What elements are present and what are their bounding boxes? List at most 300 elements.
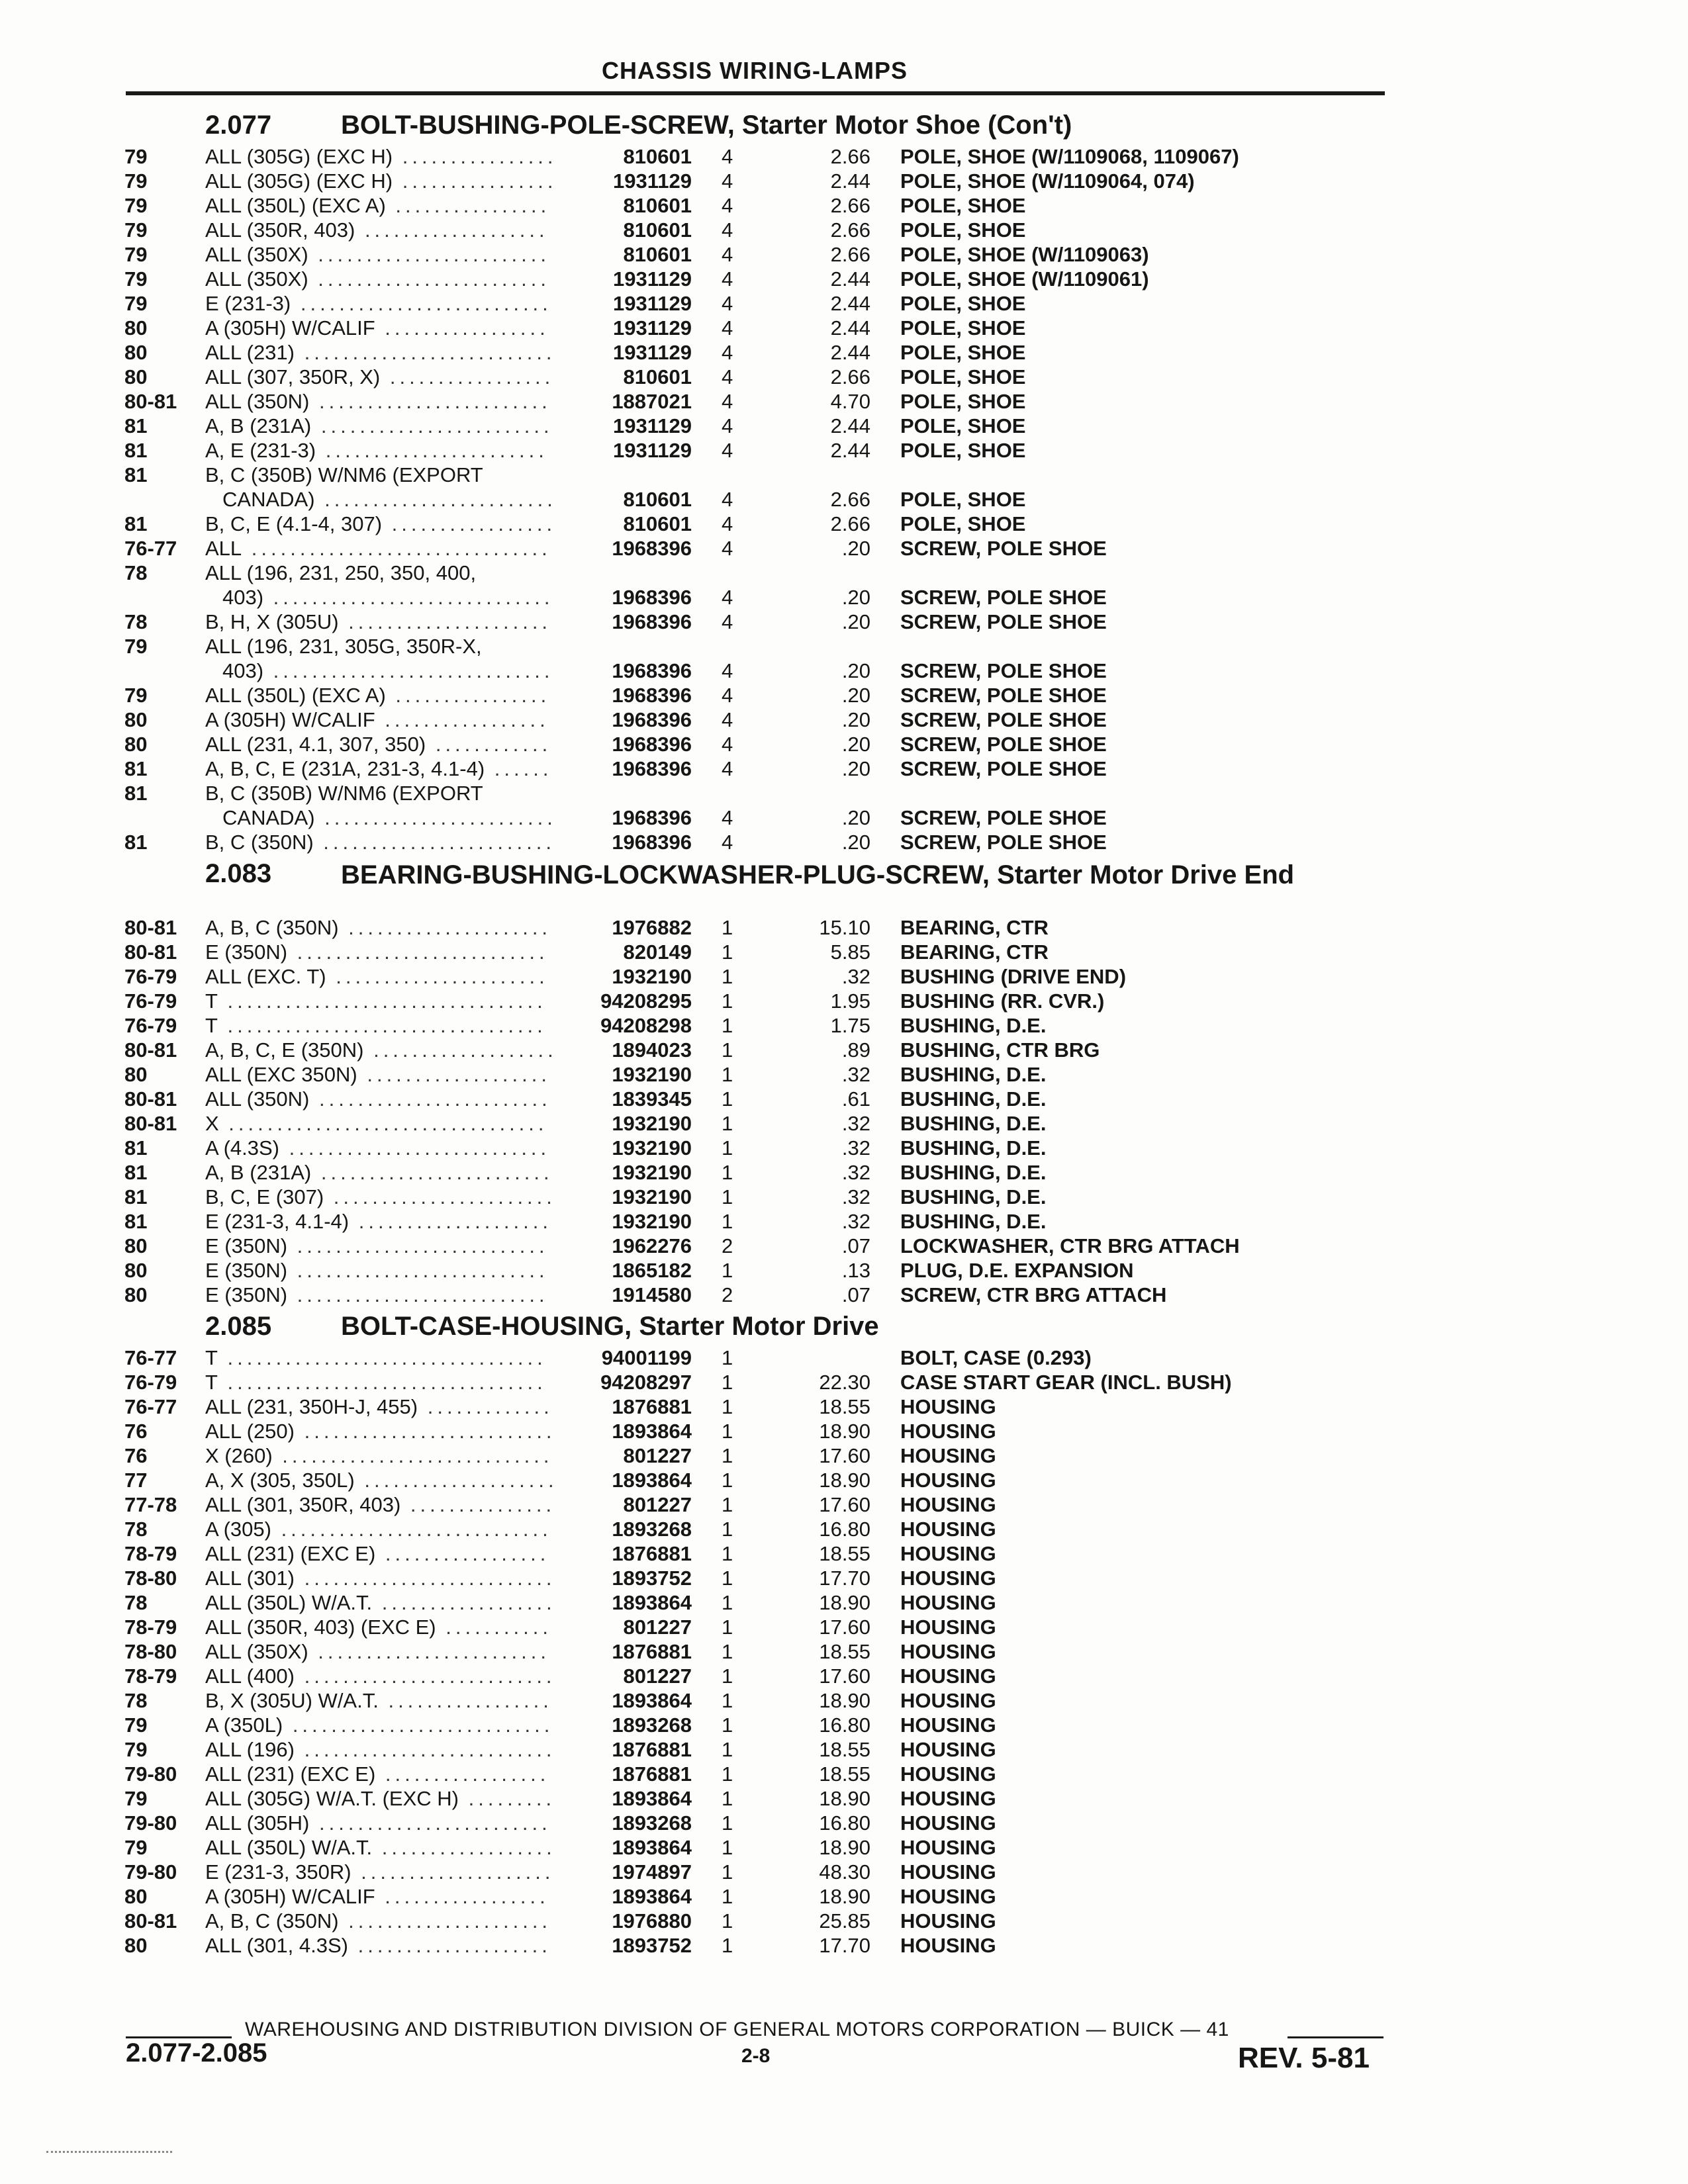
model-application (205, 414, 563, 438)
leader-dots: ................... (355, 218, 549, 242)
quantity: 1 (722, 1038, 733, 1062)
model-application (205, 915, 563, 940)
part-number: 810601 (623, 488, 692, 511)
price: 25.85 (819, 1909, 870, 1933)
model-application (205, 707, 563, 732)
table-row (0, 512, 1688, 536)
model-application (205, 1283, 563, 1307)
model-year: 80-81 (124, 1112, 177, 1135)
table-row (0, 830, 1688, 854)
model-application (205, 561, 563, 610)
part-number: 810601 (623, 218, 692, 242)
leader-dots: ................................. (217, 1371, 547, 1394)
model-year: 77 (124, 1469, 148, 1492)
leader-dots: ........................ (311, 414, 553, 437)
model-application (205, 781, 563, 830)
quantity: 4 (722, 610, 733, 633)
part-number: 1974897 (612, 1860, 692, 1884)
part-description: BUSHING, D.E. (900, 1087, 1047, 1111)
part-number: 1932190 (612, 1185, 692, 1208)
model-line: E (231-3, 350R) (205, 1860, 352, 1884)
model-application (205, 365, 563, 389)
model-application (205, 1566, 563, 1590)
model-line: E (231-3, 4.1-4) (205, 1210, 350, 1233)
price: 18.90 (819, 1689, 870, 1712)
price: .20 (841, 537, 870, 560)
model-application (205, 1419, 563, 1443)
part-description: POLE, SHOE (900, 341, 1026, 364)
part-number: 1876881 (612, 1762, 692, 1786)
model-application (205, 340, 563, 365)
part-number: 1914580 (612, 1283, 692, 1306)
part-number: 801227 (623, 1615, 692, 1639)
model-line: B, C (350B) W/NM6 (EXPORT (205, 463, 483, 486)
price: 18.90 (819, 1787, 870, 1810)
model-year: 77-78 (124, 1493, 177, 1516)
model-line: ALL (196) (205, 1738, 295, 1761)
model-application (205, 1468, 563, 1492)
quantity: 4 (722, 292, 733, 315)
model-line: ALL (350N) (205, 390, 310, 413)
part-description: HOUSING (900, 1738, 996, 1761)
model-year: 78-80 (124, 1567, 177, 1590)
model-line: A, E (231-3) (205, 439, 316, 462)
part-number: 1931129 (613, 341, 692, 364)
model-year: 80-81 (124, 1909, 177, 1933)
scan-artifact (46, 2151, 172, 2155)
part-description: PLUG, D.E. EXPANSION (900, 1259, 1134, 1282)
model-application (205, 1013, 563, 1038)
table-row (0, 964, 1688, 989)
quantity: 4 (722, 806, 733, 829)
leader-dots: ................. (375, 708, 549, 731)
table-row (0, 610, 1688, 634)
part-description: BUSHING (DRIVE END) (900, 965, 1127, 988)
table-row (0, 1394, 1688, 1419)
model-application (205, 438, 563, 463)
model-line: A (350L) (205, 1713, 283, 1737)
parts-list (0, 106, 1688, 1958)
model-application (205, 1762, 563, 1786)
part-description: HOUSING (900, 1860, 996, 1884)
model-application (205, 1541, 563, 1566)
part-number: 810601 (623, 512, 692, 535)
price: 2.66 (830, 218, 870, 242)
model-line-continued: 403) (222, 586, 264, 609)
table-row (0, 1737, 1688, 1762)
quantity: 4 (722, 243, 733, 266)
part-number: 1968396 (612, 733, 692, 756)
part-number: 94001199 (601, 1346, 692, 1369)
part-description: BUSHING, D.E. (900, 1185, 1047, 1208)
quantity: 1 (722, 1014, 733, 1037)
price: 2.44 (830, 267, 870, 291)
price: .20 (841, 757, 870, 780)
price: .89 (841, 1038, 870, 1062)
table-row (0, 389, 1688, 414)
quantity: 4 (722, 145, 733, 168)
part-number: 1976882 (612, 916, 692, 939)
table-row (0, 940, 1688, 964)
model-year: 81 (124, 512, 148, 535)
section-heading (0, 1307, 1688, 1345)
part-description: POLE, SHOE (900, 512, 1026, 535)
price: .32 (841, 1063, 870, 1086)
table-row (0, 1492, 1688, 1517)
model-year: 79 (124, 194, 148, 217)
price: .32 (841, 1136, 870, 1160)
part-number: 1893864 (612, 1420, 692, 1443)
quantity: 1 (722, 1161, 733, 1184)
part-number: 1931129 (613, 267, 692, 291)
quantity: 1 (722, 1615, 733, 1639)
table-row (0, 169, 1688, 193)
model-line: ALL (350N) (205, 1087, 310, 1111)
part-number: 1976880 (612, 1909, 692, 1933)
table-row (0, 1811, 1688, 1835)
model-line: A (305H) W/CALIF (205, 708, 375, 731)
part-description: HOUSING (900, 1420, 996, 1443)
price: 18.90 (819, 1420, 870, 1443)
part-number: 810601 (623, 243, 692, 266)
price: 5.85 (830, 940, 870, 964)
quantity: 4 (722, 831, 733, 854)
part-number: 1876881 (612, 1738, 692, 1761)
price: 2.44 (830, 169, 870, 193)
part-description: SCREW, POLE SHOE (900, 684, 1107, 707)
model-application (205, 1394, 563, 1419)
section-number: 2.083 (205, 859, 272, 888)
part-description: HOUSING (900, 1787, 996, 1810)
model-year: 78 (124, 610, 148, 633)
part-number: 1968396 (612, 610, 692, 633)
part-number: 1968396 (612, 708, 692, 731)
price: 17.60 (819, 1444, 870, 1467)
quantity: 1 (722, 1469, 733, 1492)
price: .07 (841, 1283, 870, 1306)
price: 2.44 (830, 341, 870, 364)
model-year: 80 (124, 341, 148, 364)
model-year: 81 (124, 414, 148, 437)
part-description: HOUSING (900, 1493, 996, 1516)
model-year: 78-79 (124, 1615, 177, 1639)
model-line: ALL (307, 350R, X) (205, 365, 381, 388)
quantity: 1 (722, 1210, 733, 1233)
part-description: HOUSING (900, 1713, 996, 1737)
table-row (0, 1566, 1688, 1590)
table-row (0, 414, 1688, 438)
model-year: 79-80 (124, 1811, 177, 1835)
quantity: 4 (722, 708, 733, 731)
part-number: 1893752 (612, 1567, 692, 1590)
price: 4.70 (830, 390, 870, 413)
part-number: 1893752 (612, 1934, 692, 1957)
leader-dots: ....................... (316, 439, 548, 462)
part-number: 1968396 (612, 537, 692, 560)
table-row (0, 1541, 1688, 1566)
part-description: BEARING, CTR (900, 940, 1049, 964)
header-rule (126, 91, 1385, 95)
part-description: BOLT, CASE (0.293) (900, 1346, 1092, 1369)
model-year: 79 (124, 169, 148, 193)
quantity: 1 (722, 1738, 733, 1761)
leader-dots: ...................... (326, 965, 549, 988)
part-number: 1968396 (612, 659, 692, 682)
model-line: B, C (350N) (205, 831, 314, 854)
part-description: HOUSING (900, 1640, 996, 1663)
leader-dots: .......................... (295, 341, 556, 364)
model-application (205, 144, 563, 169)
leader-dots: ............................. (263, 659, 554, 682)
price: 17.60 (819, 1664, 870, 1688)
model-application (205, 169, 563, 193)
model-year: 80 (124, 1259, 148, 1282)
part-number: 1893864 (612, 1469, 692, 1492)
model-year: 80 (124, 1283, 148, 1306)
model-application (205, 463, 563, 512)
part-description: BUSHING, CTR BRG (900, 1038, 1100, 1062)
model-application (205, 1811, 563, 1835)
quantity: 1 (722, 916, 733, 939)
part-number: 1839345 (612, 1087, 692, 1111)
quantity: 1 (722, 1346, 733, 1369)
model-application (205, 1234, 563, 1258)
quantity: 4 (722, 537, 733, 560)
part-description: HOUSING (900, 1469, 996, 1492)
part-number: 1932190 (612, 1210, 692, 1233)
table-row (0, 1835, 1688, 1860)
table-row (0, 1786, 1688, 1811)
model-year: 79 (124, 145, 148, 168)
quantity: 4 (722, 488, 733, 511)
price: 16.80 (819, 1713, 870, 1737)
part-number: 810601 (623, 194, 692, 217)
table-row (0, 536, 1688, 561)
part-description: POLE, SHOE (W/1109061) (900, 267, 1149, 291)
footer-publisher: WAREHOUSING AND DISTRIBUTION DIVISION OF GENERAL MOTORS CORPORATION — BUICK — 41 (245, 2019, 1229, 2040)
model-application (205, 1860, 563, 1884)
footer-page-number: 2-8 (741, 2045, 771, 2067)
table-row (0, 1209, 1688, 1234)
table-row (0, 1419, 1688, 1443)
model-year: 78 (124, 561, 148, 584)
quantity: 1 (722, 1136, 733, 1160)
model-application (205, 242, 563, 267)
price: .32 (841, 1161, 870, 1184)
part-number: 1931129 (613, 414, 692, 437)
part-number: 1876881 (612, 1542, 692, 1565)
part-description: POLE, SHOE (900, 316, 1026, 340)
part-description: SCREW, CTR BRG ATTACH (900, 1283, 1167, 1306)
price: 18.90 (819, 1469, 870, 1492)
model-year: 81 (124, 1210, 148, 1233)
part-number: 94208295 (600, 989, 692, 1013)
table-row (0, 1443, 1688, 1468)
table-row (0, 365, 1688, 389)
model-line: A (305H) W/CALIF (205, 1885, 375, 1908)
quantity: 1 (722, 1640, 733, 1663)
model-year: 76-79 (124, 989, 177, 1013)
leader-dots: ........................... (283, 1713, 554, 1737)
leader-dots: ........................ (308, 1640, 550, 1663)
model-application (205, 634, 563, 683)
model-year: 79 (124, 1787, 148, 1810)
model-application (205, 1209, 563, 1234)
model-year: 81 (124, 782, 148, 805)
part-description: POLE, SHOE (W/1109064, 074) (900, 169, 1195, 193)
leader-dots: ................................. (217, 1346, 547, 1369)
model-line: T (205, 989, 218, 1013)
part-number: 1962276 (612, 1234, 692, 1257)
part-number: 1968396 (612, 757, 692, 780)
model-year: 80 (124, 733, 148, 756)
model-application (205, 1713, 563, 1737)
part-number: 1931129 (613, 316, 692, 340)
model-application (205, 1664, 563, 1688)
quantity: 1 (722, 1518, 733, 1541)
footer-rule-right (1288, 2036, 1383, 2038)
model-line: E (350N) (205, 940, 288, 964)
price: 16.80 (819, 1811, 870, 1835)
price: .32 (841, 1112, 870, 1135)
model-line: A (305H) W/CALIF (205, 316, 375, 340)
model-year: 80 (124, 1234, 148, 1257)
leader-dots: ........................... (279, 1136, 551, 1160)
quantity: 1 (722, 940, 733, 964)
model-application (205, 1258, 563, 1283)
quantity: 1 (722, 1493, 733, 1516)
part-description: HOUSING (900, 1689, 996, 1712)
part-description: SCREW, POLE SHOE (900, 708, 1107, 731)
leader-dots: ................ (385, 194, 551, 217)
quantity: 4 (722, 733, 733, 756)
section-title: BEARING-BUSHING-LOCKWASHER-PLUG-SCREW, Starter Motor Drive End (341, 860, 1295, 889)
leader-dots: ................. (382, 512, 557, 535)
model-year: 81 (124, 1136, 148, 1160)
part-description: HOUSING (900, 1664, 996, 1688)
part-number: 94208297 (600, 1371, 692, 1394)
table-row (0, 1590, 1688, 1615)
part-description: POLE, SHOE (900, 439, 1026, 462)
section-title: BOLT-BUSHING-POLE-SCREW, Starter Motor Shoe (Con't) (341, 111, 1072, 140)
model-application (205, 756, 563, 781)
table-row (0, 1136, 1688, 1160)
part-number: 810601 (623, 145, 692, 168)
model-year: 80 (124, 365, 148, 388)
model-application (205, 830, 563, 854)
part-number: 1893268 (612, 1811, 692, 1835)
model-year: 79-80 (124, 1860, 177, 1884)
quantity: 4 (722, 341, 733, 364)
table-row (0, 218, 1688, 242)
leader-dots: ........................ (311, 1161, 553, 1184)
table-row (0, 1013, 1688, 1038)
quantity: 4 (722, 757, 733, 780)
quantity: 1 (722, 1836, 733, 1859)
model-line: A, B, C (350N) (205, 916, 339, 939)
section-title: BOLT-CASE-HOUSING, Starter Motor Drive (341, 1312, 879, 1341)
leader-dots: ................ (393, 169, 557, 193)
model-application (205, 1062, 563, 1087)
model-line: ALL (205, 537, 242, 560)
part-description: POLE, SHOE (W/1109068, 1109067) (900, 145, 1239, 168)
table-row (0, 707, 1688, 732)
leader-dots: .................. (372, 1836, 556, 1859)
price: 48.30 (819, 1860, 870, 1884)
quantity: 1 (722, 1591, 733, 1614)
quantity: 2 (722, 1234, 733, 1257)
leader-dots: ........... (436, 1615, 552, 1639)
model-year: 76 (124, 1444, 148, 1467)
model-application (205, 1370, 563, 1394)
model-year: 80 (124, 708, 148, 731)
quantity: 2 (722, 1283, 733, 1306)
quantity: 4 (722, 439, 733, 462)
model-application (205, 1492, 563, 1517)
quantity: 1 (722, 1567, 733, 1590)
price: 18.55 (819, 1640, 870, 1663)
model-line: B, C, E (4.1-4, 307) (205, 512, 383, 535)
price: 2.66 (830, 145, 870, 168)
part-number: 1893268 (612, 1518, 692, 1541)
model-line: ALL (231) (EXC E) (205, 1762, 376, 1786)
price: 17.60 (819, 1615, 870, 1639)
model-application (205, 1933, 563, 1958)
model-application (205, 1038, 563, 1062)
model-year: 78 (124, 1518, 148, 1541)
price: 2.66 (830, 243, 870, 266)
price: .32 (841, 1185, 870, 1208)
price: 1.95 (830, 989, 870, 1013)
model-application (205, 1160, 563, 1185)
section-number: 2.085 (205, 1312, 272, 1341)
part-number: 1865182 (612, 1259, 692, 1282)
model-year: 79 (124, 267, 148, 291)
price: 18.90 (819, 1591, 870, 1614)
leader-dots: ....................... (324, 1185, 556, 1208)
table-row (0, 1283, 1688, 1307)
model-line: ALL (350X) (205, 1640, 308, 1663)
quantity: 4 (722, 390, 733, 413)
table-row (0, 915, 1688, 940)
table-row (0, 561, 1688, 610)
part-number: 810601 (623, 365, 692, 388)
price: .61 (841, 1087, 870, 1111)
part-description: SCREW, POLE SHOE (900, 659, 1107, 682)
part-number: 1931129 (613, 439, 692, 462)
model-line: A, X (305, 350L) (205, 1469, 355, 1492)
part-description: LOCKWASHER, CTR BRG ATTACH (900, 1234, 1240, 1257)
model-application (205, 964, 563, 989)
model-line: ALL (350L) (EXC A) (205, 684, 386, 707)
part-description: POLE, SHOE (900, 365, 1026, 388)
model-line: A, B (231A) (205, 1161, 312, 1184)
quantity: 1 (722, 1063, 733, 1086)
model-line: A, B, C, E (231A, 231-3, 4.1-4) (205, 757, 485, 780)
price: 18.55 (819, 1395, 870, 1418)
table-row (0, 340, 1688, 365)
part-number: 1893864 (612, 1885, 692, 1908)
table-row (0, 1468, 1688, 1492)
quantity: 1 (722, 1934, 733, 1957)
leader-dots: ............... (400, 1493, 556, 1516)
table-row (0, 1160, 1688, 1185)
part-description: HOUSING (900, 1615, 996, 1639)
table-row (0, 1688, 1688, 1713)
model-application (205, 1443, 563, 1468)
part-description: HOUSING (900, 1567, 996, 1590)
leader-dots: .......................... (291, 292, 552, 315)
